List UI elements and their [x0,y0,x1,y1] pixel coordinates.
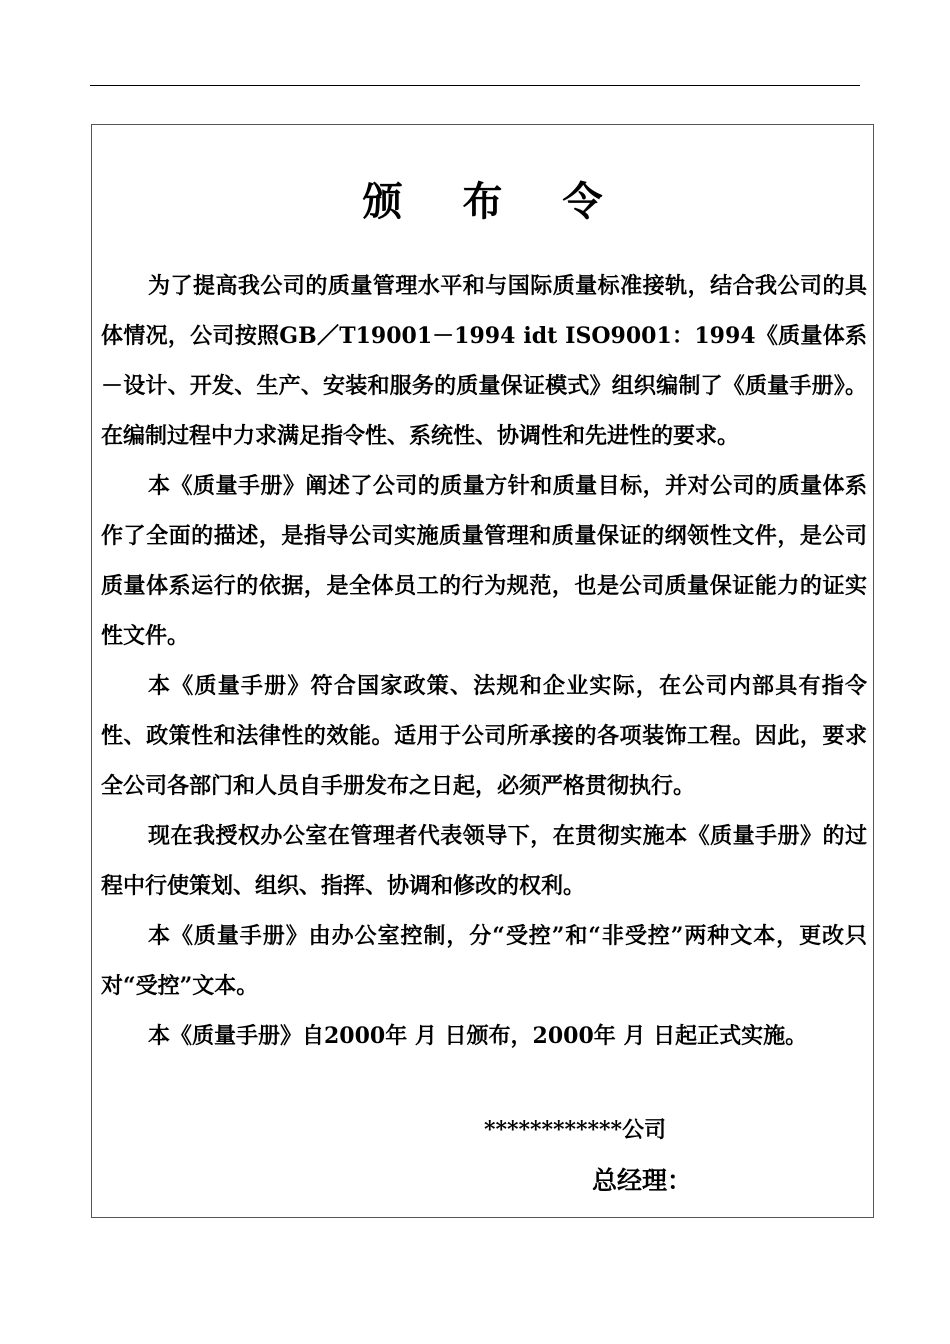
company-name: ************公司 [484,1117,667,1143]
header-rule [90,85,860,86]
signature-label: 总经理： [592,1166,693,1195]
document-body [101,261,867,1061]
document-title: 颁布令 [362,179,663,225]
paragraph-applicability: 本《质量手册》符合国家政策、法规和企业实际，在公司内部具有指令性、政策性和法律性的效能。适用于公司所承接的各项装饰工程。因此，要求全公司各部门和人员自手册发布之日起，必须严格贯彻执行。 [101,673,867,799]
paragraph-intro: 为了提高我公司的质量管理水平和与国际质量标准接轨，结合我公司的具体情况，公司按照GB／T19001－1994 idt ISO9001：1994《质量体系－设计、开发、生产、安装和服务的质量保证模式》组织编制了《质量手册》。在编制过程中力求满足指令性、系统性、协调性和先进性的要求。 [101,273,867,449]
paragraph-effective-date: 本《质量手册》自2000年 月 日颁布，2000年 月 日起正式实施。 [148,1023,808,1049]
paragraph-authorization: 现在我授权办公室在管理者代表领导下，在贯彻实施本《质量手册》的过程中行使策划、组织、指挥、协调和修改的权利。 [101,823,867,899]
paragraph-manual-description: 本《质量手册》阐述了公司的质量方针和质量目标，并对公司的质量体系作了全面的描述，是指导公司实施质量管理和质量保证的纲领性文件，是公司质量体系运行的依据，是全体员工的行为规范，也是公司质量保证能力的证实性文件。 [101,473,867,649]
document-frame [91,124,874,1218]
paragraph-control: 本《质量手册》由办公室控制，分“受控”和“非受控”两种文本，更改只对“受控”文本。 [101,923,867,999]
